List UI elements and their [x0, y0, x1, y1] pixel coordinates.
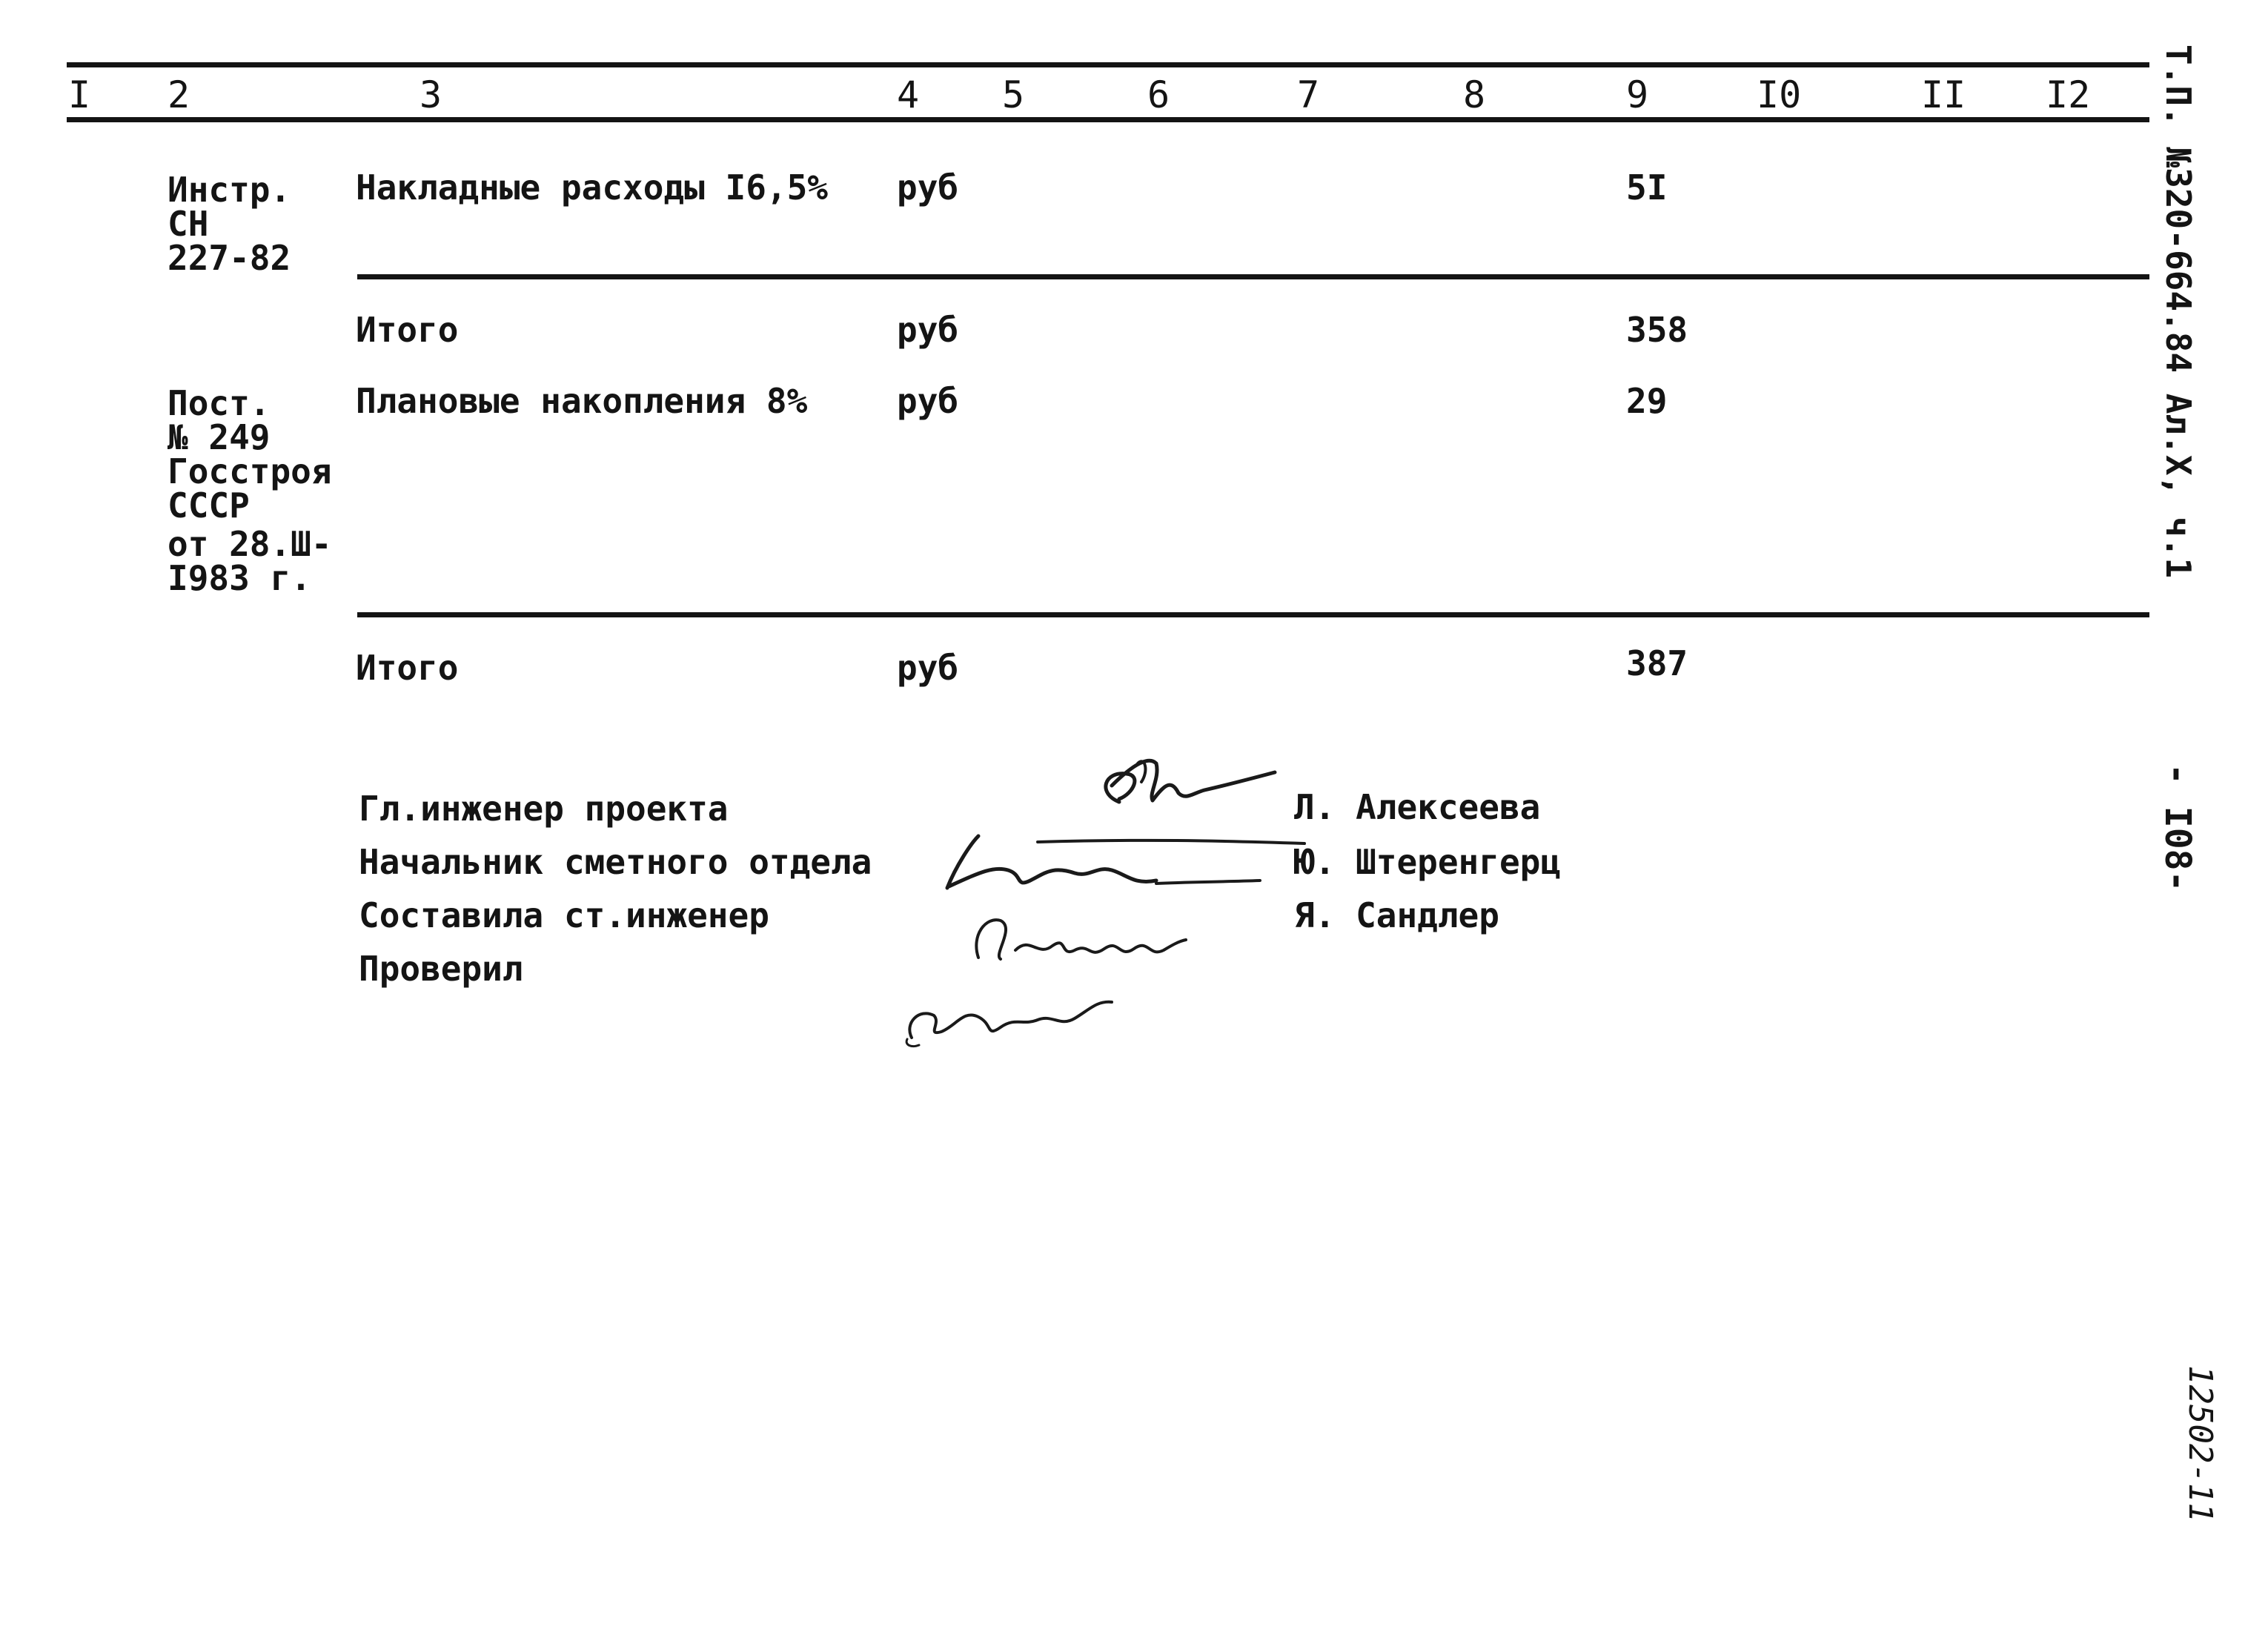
column-header-2: 2	[168, 73, 190, 116]
row-4-unit: руб	[897, 648, 959, 688]
column-header-5: 5	[1002, 73, 1025, 116]
handwritten-signature-3	[949, 906, 1245, 972]
handwritten-signature-4	[889, 971, 1171, 1052]
row-4-name: Итого	[356, 648, 459, 688]
row-1-divider	[357, 274, 2149, 279]
signature-role-estimate-head: Начальник сметного отдела	[359, 842, 872, 882]
signature-name-compiler: Я. Сандлер	[1294, 895, 1499, 935]
column-header-1: I	[68, 73, 91, 116]
row-1-col9: 5I	[1626, 168, 1668, 208]
row-3-basis-line-5: от 28.Ш-	[168, 524, 332, 564]
signature-name-estimate-head: Ю. Штеренгерц	[1294, 842, 1562, 882]
column-header-9: 9	[1626, 73, 1649, 116]
page-number: - I08-	[2157, 763, 2198, 892]
handwritten-signature-1	[1067, 741, 1290, 830]
row-1-basis-line-1: Инстр.	[168, 170, 291, 210]
column-header-11: II	[1921, 73, 1966, 116]
signature-role-checker: Проверил	[359, 949, 523, 989]
column-header-4: 4	[897, 73, 920, 116]
corner-note: 12502-11	[2181, 1365, 2219, 1522]
handwritten-signature-2	[934, 821, 1275, 903]
signature-role-compiler: Составила ст.инженер	[359, 895, 769, 935]
row-3-basis-line-6: I983 г.	[168, 558, 311, 598]
signature-role-chief-engineer: Гл.инженер проекта	[359, 789, 729, 829]
header-bottom-rule	[67, 117, 2149, 122]
row-2-name: Итого	[356, 310, 459, 350]
row-3-col9: 29	[1626, 381, 1668, 421]
row-3-name: Плановые накопления 8%	[356, 381, 808, 421]
row-3-unit: руб	[897, 381, 959, 421]
row-3-basis-line-2: № 249	[168, 417, 271, 457]
row-2-unit: руб	[897, 310, 959, 350]
column-header-6: 6	[1147, 73, 1170, 116]
row-1-basis-line-3: 227-82	[168, 238, 291, 278]
row-2-col9: 358	[1626, 310, 1688, 350]
column-header-8: 8	[1463, 73, 1486, 116]
column-header-10: I0	[1757, 73, 1802, 116]
row-3-basis-line-4: СССР	[168, 485, 250, 525]
column-header-7: 7	[1297, 73, 1320, 116]
column-header-3: 3	[420, 73, 442, 116]
row-3-basis-line-3: Госстроя	[168, 451, 332, 491]
header-top-rule	[67, 62, 2149, 67]
row-3-basis-line-1: Пост.	[168, 383, 271, 423]
column-header-12: I2	[2046, 73, 2091, 116]
row-4-col9: 387	[1626, 643, 1688, 683]
side-stamp: Т.П. №320-664.84 Ал.Х, ч.1	[2158, 44, 2198, 579]
row-1-basis-line-2: СН	[168, 204, 209, 244]
signature-name-chief-engineer: Л. Алексеева	[1294, 787, 1541, 827]
row-3-divider	[357, 612, 2149, 617]
row-1-unit: руб	[897, 168, 959, 208]
row-1-name: Накладные расходы I6,5%	[356, 168, 828, 208]
